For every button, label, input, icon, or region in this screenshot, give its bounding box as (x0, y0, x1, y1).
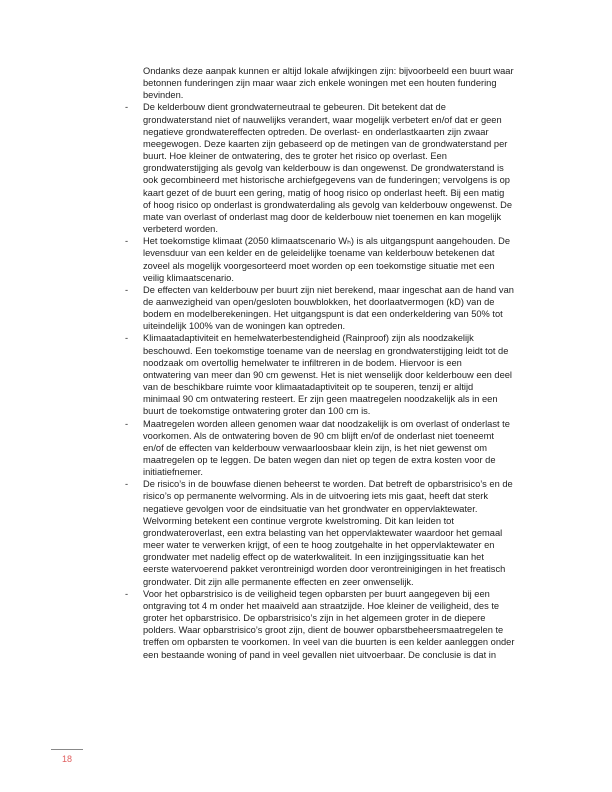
text-line: negatieve grondwatereffecten optreden. De overlast- en onderlastkaarten zijn zwaar (143, 126, 489, 137)
bullet-list (125, 101, 515, 660)
text-line: Voor het opbarstrisico is de veiligheid tegen opbarsten per buurt aangegeven bij een (143, 588, 490, 599)
page-number: 18 (62, 754, 73, 764)
bullet-dash: - (125, 236, 129, 247)
text-line: polders. Waar opbarstrisico’s groot zijn, dient de bouwer opbarstbeheersmaatregelen te (143, 625, 504, 636)
text-line: beschouwd. Een toekomstige toename van de neerslag en grondwaterstijging leidt tot de (143, 345, 509, 356)
text-line: meer water te verwerken krijgt, of een te hoog zoutgehalte in het oppervlaktewater en (143, 540, 495, 551)
list-item (125, 478, 513, 587)
list-item (125, 332, 510, 417)
text-line: uiteindelijk 100% van de woningen kan optreden. (143, 321, 346, 332)
text-line: grondwaterstand niet of nauwelijks verandert, waar mogelijk verbetert en/of dat er geen (143, 114, 502, 125)
text-line: ontgraving tot 4 m onder het maaiveld aan straatzijde. Hoe kleiner de veiligheid, des te (143, 600, 500, 611)
list-item (125, 418, 510, 479)
text-line: betonnen funderingen zijn maar waar zich enkele woningen met een houten fundering (143, 78, 497, 89)
text-line: verbeterd worden. (143, 224, 218, 235)
text-line: grondwater met nadelig effect op de waterkwaliteit. In een inzijgingssituatie kan het (143, 552, 484, 563)
list-item (125, 235, 510, 284)
text-line: een bestaande woning of pand in veel gevallen niet uitvoerbaar. De conclusie is dat in (143, 649, 497, 660)
text-line: buurt. Hoe kleiner de ontwatering, des te groter het risico op overlast. Een (143, 151, 447, 162)
text-line: Welvorming betekent een continue vergrote kwelstroming. Dit kan leiden tot (143, 515, 454, 526)
text-line: van de beschikbare ruimte voor klimaatadaptiviteit op te souperen, tenzij er altijd (143, 382, 474, 393)
text-line: ontwatering van meer dan 90 cm gewenst. Het is niet wenselijk door kelderbouw een deel (143, 369, 512, 380)
footer-rule (51, 749, 83, 750)
text-line: negatieve gevolgen voor de eindsituatie van het grondwater en oppervlaktewater. (143, 503, 478, 514)
text-line: levensduur van een kelder en de geleidelijke toename van kelderbouw betekenen dat (143, 248, 495, 259)
list-item (125, 284, 514, 333)
text-line: minimaal 90 cm ontwatering resteert. Er zijn geen maatregelen noodzakelijk als in een (143, 394, 498, 405)
text-line: en/of de effecten van kelderbouw verwaarloosbaar klein zijn, is het niet gewenst om (143, 442, 488, 453)
bullet-dash: - (125, 479, 129, 490)
bullet-dash: - (125, 333, 129, 344)
bullet-dash: - (125, 418, 129, 429)
text-line: zoveel als mogelijk voorgesorteerd moet worden op een toekomstige situatie met een (143, 260, 495, 271)
text-line: veilig klimaatscenario. (143, 272, 234, 283)
document-body (125, 65, 515, 661)
text-line: bevinden. (143, 90, 184, 101)
text-line: grondwaterstijging als gevolg van kelderbouw is dan ongewenst. De grondwaterstand is (143, 163, 504, 174)
text-line: treffen om opbarsten te voorkomen. In veel van die buurten is een kelder aanleggen onder (143, 637, 515, 648)
text-line: Maatregelen worden alleen genomen waar dat noodzakelijk is om overlast of onderlast te (143, 418, 510, 429)
text-line: meegewogen. Deze kaarten zijn gebaseerd op de metingen van de grondwaterstand per (143, 138, 508, 149)
text-line: kaart gezet of de buurt een gering, matig of hoog risico op onderlast heeft. Bij een matig (143, 187, 505, 198)
text-line: maatregelen op te leggen. De baten wegen dan niet op tegen de extra kosten voor de (143, 455, 496, 465)
text-line: De risico’s in de bouwfase dienen beheerst te worden. Dat betreft de opbarstrisico’s en de (143, 479, 513, 490)
text-line: groter het opbarstrisico. De opbarstrisico’s zijn in het algemeen groter in de diepere (143, 613, 486, 624)
text-line: Klimaatadaptiviteit en hemelwaterbestendigheid (Rainproof) zijn als noodzakelijk (143, 333, 474, 344)
text-line: grondwateroverlast, een extra belasting van het oppervlaktewater waardoor het gemaal (143, 527, 503, 538)
text-line: noodzaak om overtollig hemelwater te infiltreren in de bodem. Hiervoor is een (143, 357, 462, 368)
text-line: mate van overlast of onderlast mag door de kelderbouw niet toenemen en kan mogelijk (143, 211, 502, 222)
bullet-dash: - (125, 284, 129, 295)
text-line: De effecten van kelderbouw per buurt zijn niet berekend, maar ingeschat aan de hand van (143, 284, 514, 295)
text-line: de aanwezigheid van open/gesloten bouwblokken, het doorlaatvermogen (kD) van de (143, 296, 495, 307)
text-line: bodem en modelberekeningen. Het uitgangspunt is dat een onderkeldering van 50% tot (143, 309, 503, 320)
text-line: Ondanks deze aanpak kunnen er altijd lokale afwijkingen zijn: bijvoorbeeld een buurt waar (143, 66, 514, 76)
text-line: risico’s op permanente welvorming. Als in de uitvoering iets mis gaat, heeft dat sterk (143, 491, 489, 502)
list-item (125, 588, 515, 661)
text-line: De kelderbouw dient grondwaterneutraal te gebeuren. Dit betekent dat de (143, 102, 446, 113)
text-line: ook gecombineerd met historische archiefgegevens van de funderingen; vervolgens is op (143, 175, 510, 186)
text-line: voorkomen. Als de ontwatering boven de 90 cm blijft en/of de onderlast niet toeneemt (143, 430, 494, 441)
text-line: Het toekomstige klimaat (2050 klimaatscenario Wₕ) is als uitgangspunt aangehouden. De (143, 236, 511, 247)
text-line: eerste watervoerend pakket verontreinigd worden door verontreinigingen in het freatisch (143, 564, 506, 575)
text-line: of hoog risico op onderlast is grondwaterdaling als gevolg van kelderbouw ongewenst. De (143, 199, 513, 210)
bullet-dash: - (125, 102, 129, 113)
text-line: grondwater. Dit zijn alle permanente effecten en zeer onwenselijk. (143, 576, 414, 587)
intro-paragraph (125, 65, 514, 101)
text-line: buurt de toekomstige ontwatering groter dan 100 cm is. (143, 406, 371, 417)
bullet-dash: - (125, 588, 129, 599)
text-line: initiatiefnemer. (143, 467, 203, 478)
list-item (125, 101, 513, 235)
